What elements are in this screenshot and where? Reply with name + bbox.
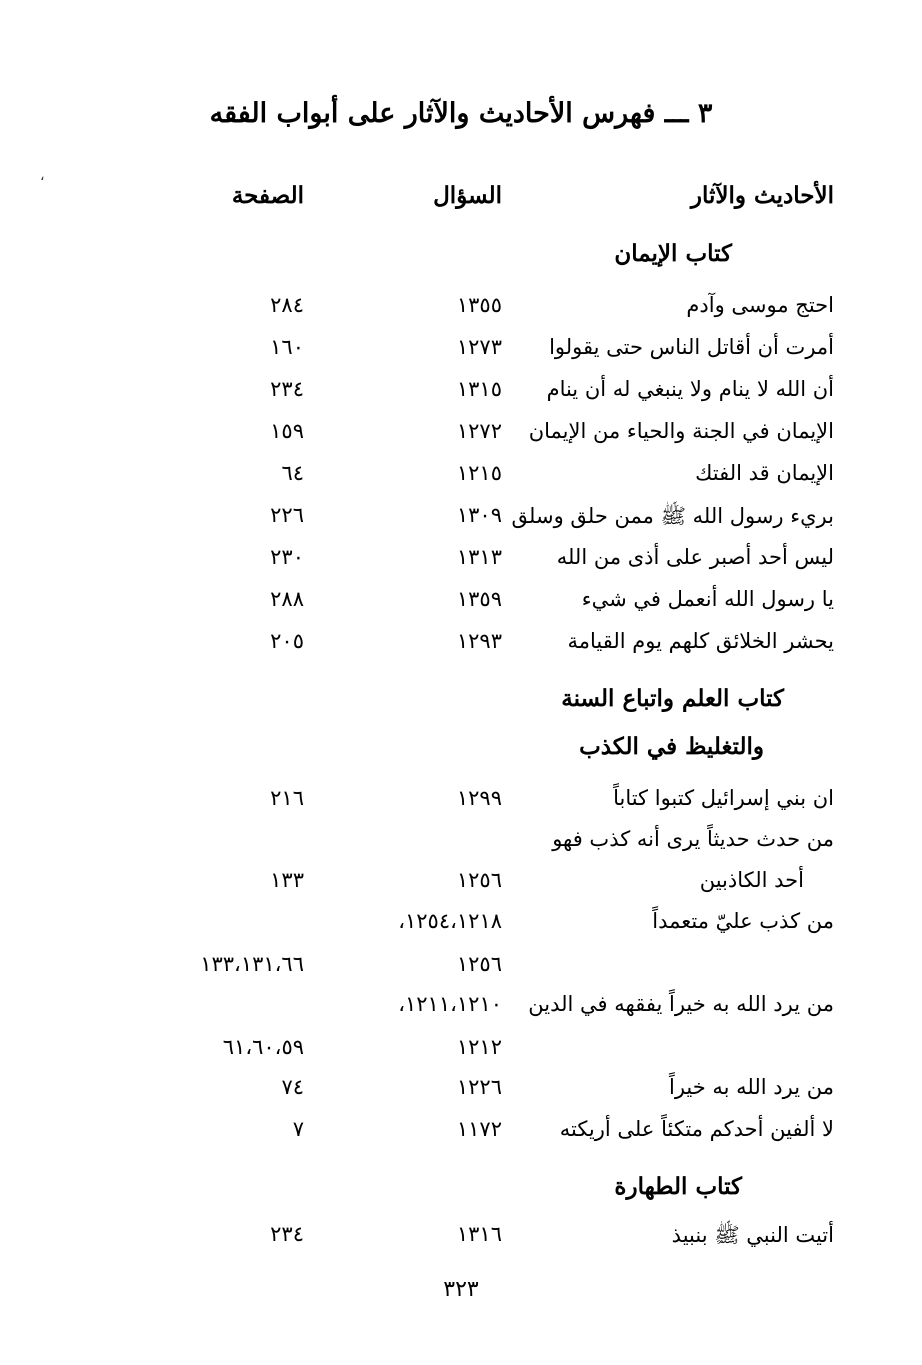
entry-page: ٦٤	[281, 461, 304, 485]
entry-text: أمرت أن أقاتل الناس حتى يقولوا	[549, 335, 834, 359]
stray-mark: ،	[40, 168, 45, 184]
page-title: ٣ ـــ فهرس الأحاديث والآثار على أبواب الفقه	[209, 98, 713, 129]
entry-text: من يرد الله به خيراً يفقهه في الدين	[528, 992, 834, 1016]
entry-page: ٢٢٦	[270, 503, 304, 527]
entry-page: ٢٨٨	[270, 587, 304, 611]
entry-page: ١٣٣،١٣١،٦٦	[200, 952, 304, 976]
entry-page: ٢٨٤	[270, 293, 304, 317]
entry-text: ان بني إسرائيل كتبوا كتاباً	[613, 786, 834, 810]
entry-question: ١٢١٥	[456, 461, 502, 485]
entry-text: من يرد الله به خيراً	[668, 1075, 834, 1099]
entry-text: احتج موسى وآدم	[686, 293, 834, 317]
entry-page: ٢٣٠	[270, 545, 304, 569]
header-hadith: الأحاديث والآثار	[690, 182, 834, 209]
entry-text: ليس أحد أصبر على أذى من الله	[556, 545, 834, 569]
entry-question: ١٢١٢	[456, 1035, 502, 1059]
entry-page: ٧	[292, 1117, 304, 1141]
entry-question: ١٣٠٩	[456, 503, 502, 527]
section-title-tahara: كتاب الطهارة	[614, 1173, 742, 1200]
entry-question: ١١٧٢	[456, 1117, 502, 1141]
entry-text: لا ألفين أحدكم متكئاً على أريكته	[559, 1117, 834, 1141]
entry-text: من كذب عليّ متعمداً	[652, 909, 834, 933]
header-page: الصفحة	[231, 182, 304, 209]
section-title-iman: كتاب الإيمان	[614, 240, 732, 267]
entry-question: ١٢٢٦	[456, 1075, 502, 1099]
page-number: ٣٢٣	[443, 1277, 479, 1302]
entry-question: ١٣٥٥	[456, 293, 502, 317]
entry-question: ١٢٧٢	[456, 419, 502, 443]
section-title-ilm-line1: كتاب العلم واتباع السنة	[561, 685, 784, 712]
entry-page: ٢٣٤	[270, 1222, 304, 1246]
entry-text: يحشر الخلائق كلهم يوم القيامة	[567, 629, 834, 653]
header-question: السؤال	[433, 182, 502, 209]
entry-page: ٦١،٦٠،٥٩	[222, 1035, 304, 1059]
entry-text: الإيمان قد الفتك	[695, 461, 834, 485]
entry-question: ١٢٧٣	[456, 335, 502, 359]
entry-question: ١٢٥٤،١٢١٨،	[398, 909, 502, 933]
entry-question: ١٣٥٩	[456, 587, 502, 611]
entry-page: ٢١٦	[270, 786, 304, 810]
entry-page: ١٥٩	[270, 419, 304, 443]
entry-page: ٢٠٥	[270, 629, 304, 653]
entry-page: ١٦٠	[270, 335, 304, 359]
entry-page: ١٣٣	[270, 868, 304, 892]
entry-text: الإيمان في الجنة والحياء من الإيمان	[528, 419, 834, 443]
entry-text: أن الله لا ينام ولا ينبغي له أن ينام	[546, 377, 834, 401]
entry-page: ٢٣٤	[270, 377, 304, 401]
entry-question: ١٢٥٦	[456, 952, 502, 976]
entry-question: ١٢١١،١٢١٠،	[398, 992, 502, 1016]
entry-question: ١٢٥٦	[456, 868, 502, 892]
entry-question: ١٢٩٣	[456, 629, 502, 653]
entry-question: ١٣١٦	[456, 1222, 502, 1246]
entry-text: أتيت النبي ﷺ بنبيذ	[671, 1223, 834, 1247]
entry-text: يا رسول الله أنعمل في شيء	[581, 587, 834, 611]
entry-text: من حدث حديثاً يرى أنه كذب فهو	[552, 827, 834, 851]
entry-text-continuation: أحد الكاذبين	[699, 868, 804, 892]
section-title-ilm-line2: والتغليظ في الكذب	[579, 733, 764, 760]
entry-page: ٧٤	[281, 1075, 304, 1099]
entry-question: ١٣١٣	[456, 545, 502, 569]
entry-text: بريء رسول الله ﷺ ممن حلق وسلق	[511, 504, 834, 528]
entry-question: ١٢٩٩	[456, 786, 502, 810]
entry-question: ١٣١٥	[456, 377, 502, 401]
